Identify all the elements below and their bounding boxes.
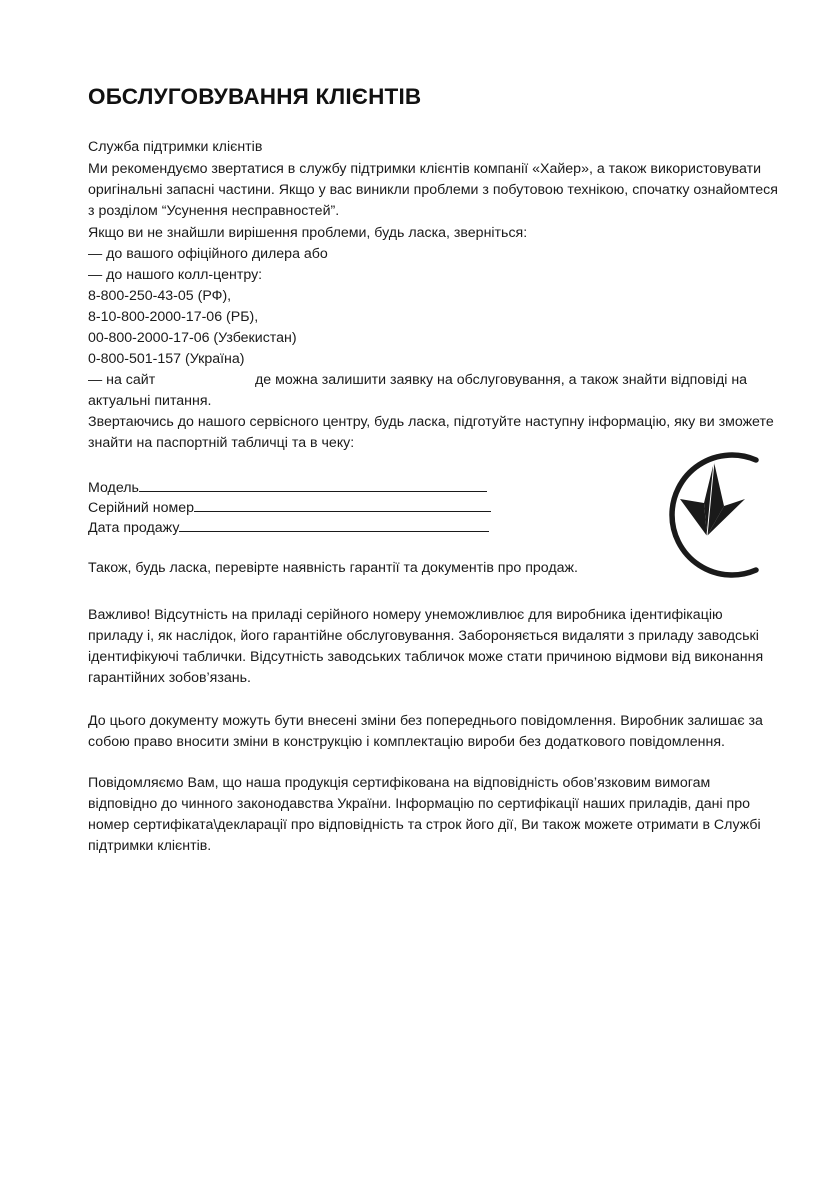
contact-prompt: Якщо ви не знайшли вирішення проблеми, будь ласка, зверніться: bbox=[88, 225, 528, 241]
cert-line-2: відповідно до чинного законодавства України. Інформацію по сертифікації наших приладів, дані про bbox=[88, 796, 750, 812]
model-label: Модель bbox=[88, 480, 139, 496]
site-option-prefix: — на сайт bbox=[88, 372, 156, 388]
serial-label: Серійний номер bbox=[88, 500, 194, 516]
check-documents-note: Також, будь ласка, перевірте наявність гарантії та документів про продаж. bbox=[88, 560, 578, 576]
changes-line-1: До цього документу можуть бути внесені зміни без попереднього повідомлення. Виробник залишає за bbox=[88, 713, 763, 729]
cert-line-4: підтримки клієнтів. bbox=[88, 838, 212, 854]
site-option-text: де можна залишити заявку на обслуговування, а також знайти відповіді на bbox=[255, 372, 748, 388]
serial-blank[interactable] bbox=[194, 497, 491, 512]
certification-mark-icon bbox=[646, 448, 762, 582]
cert-line-3: номер сертифіката\декларації про відповідність та строк його дії, Ви також можете отримати в Службі bbox=[88, 817, 761, 833]
important-line-2: приладу і, як наслідок, його гарантійне обслуговування. Забороняється видаляти з приладу заводські bbox=[88, 628, 759, 644]
date-label: Дата продажу bbox=[88, 520, 180, 536]
phone-ua: 0-800-501-157 (Україна) bbox=[88, 351, 245, 367]
phone-uz: 00-800-2000-17-06 (Узбекистан) bbox=[88, 330, 297, 346]
support-heading: Служба підтримки клієнтів bbox=[88, 139, 263, 155]
date-field[interactable] bbox=[88, 517, 489, 537]
prepare-info-line-2: знайти на паспортній табличці та в чеку: bbox=[88, 435, 355, 451]
page-title: ОБСЛУГОВУВАННЯ КЛІЄНТІВ bbox=[88, 84, 422, 109]
model-blank[interactable] bbox=[139, 477, 487, 492]
dealer-option: — до вашого офіційного дилера або bbox=[88, 246, 328, 262]
phone-by: 8-10-800-2000-17-06 (РБ), bbox=[88, 309, 259, 325]
cert-line-1: Повідомляємо Вам, що наша продукція сертифікована на відповідність обов’язковим вимогам bbox=[88, 775, 711, 791]
callcenter-option: — до нашого колл-центру: bbox=[88, 267, 263, 283]
important-line-4: гарантійних зобов’язань. bbox=[88, 670, 251, 686]
phone-ru: 8-800-250-43-05 (РФ), bbox=[88, 288, 232, 304]
important-line-1: Важливо! Відсутність на приладі серійного номеру унеможливлює для виробника ідентифікацію bbox=[88, 607, 723, 623]
serial-field[interactable] bbox=[88, 497, 491, 517]
model-field[interactable] bbox=[88, 477, 487, 497]
changes-line-2: собою право вносити зміни в конструкцію і комплектацію вироби без додаткового повідомлення. bbox=[88, 734, 725, 750]
intro-line-2: оригінальні запасні частини. Якщо у вас виникли проблеми з побутовою технікою, спочатку ознайомтеся bbox=[88, 182, 778, 198]
prepare-info-line-1: Звертаючись до нашого сервісного центру, будь ласка, підготуйте наступну інформацію, яку ви зможете bbox=[88, 414, 774, 430]
important-line-3: ідентифікуючі таблички. Відсутність заводських табличок може стати причиною відмови від виконання bbox=[88, 649, 764, 665]
site-option-cont: актуальні питання. bbox=[88, 393, 212, 409]
intro-line-3: з розділом “Усунення несправностей”. bbox=[88, 203, 340, 219]
intro-line-1: Ми рекомендуємо звертатися в службу підтримки клієнтів компанії «Хайер», а також використовувати bbox=[88, 161, 761, 177]
date-blank[interactable] bbox=[179, 517, 489, 532]
